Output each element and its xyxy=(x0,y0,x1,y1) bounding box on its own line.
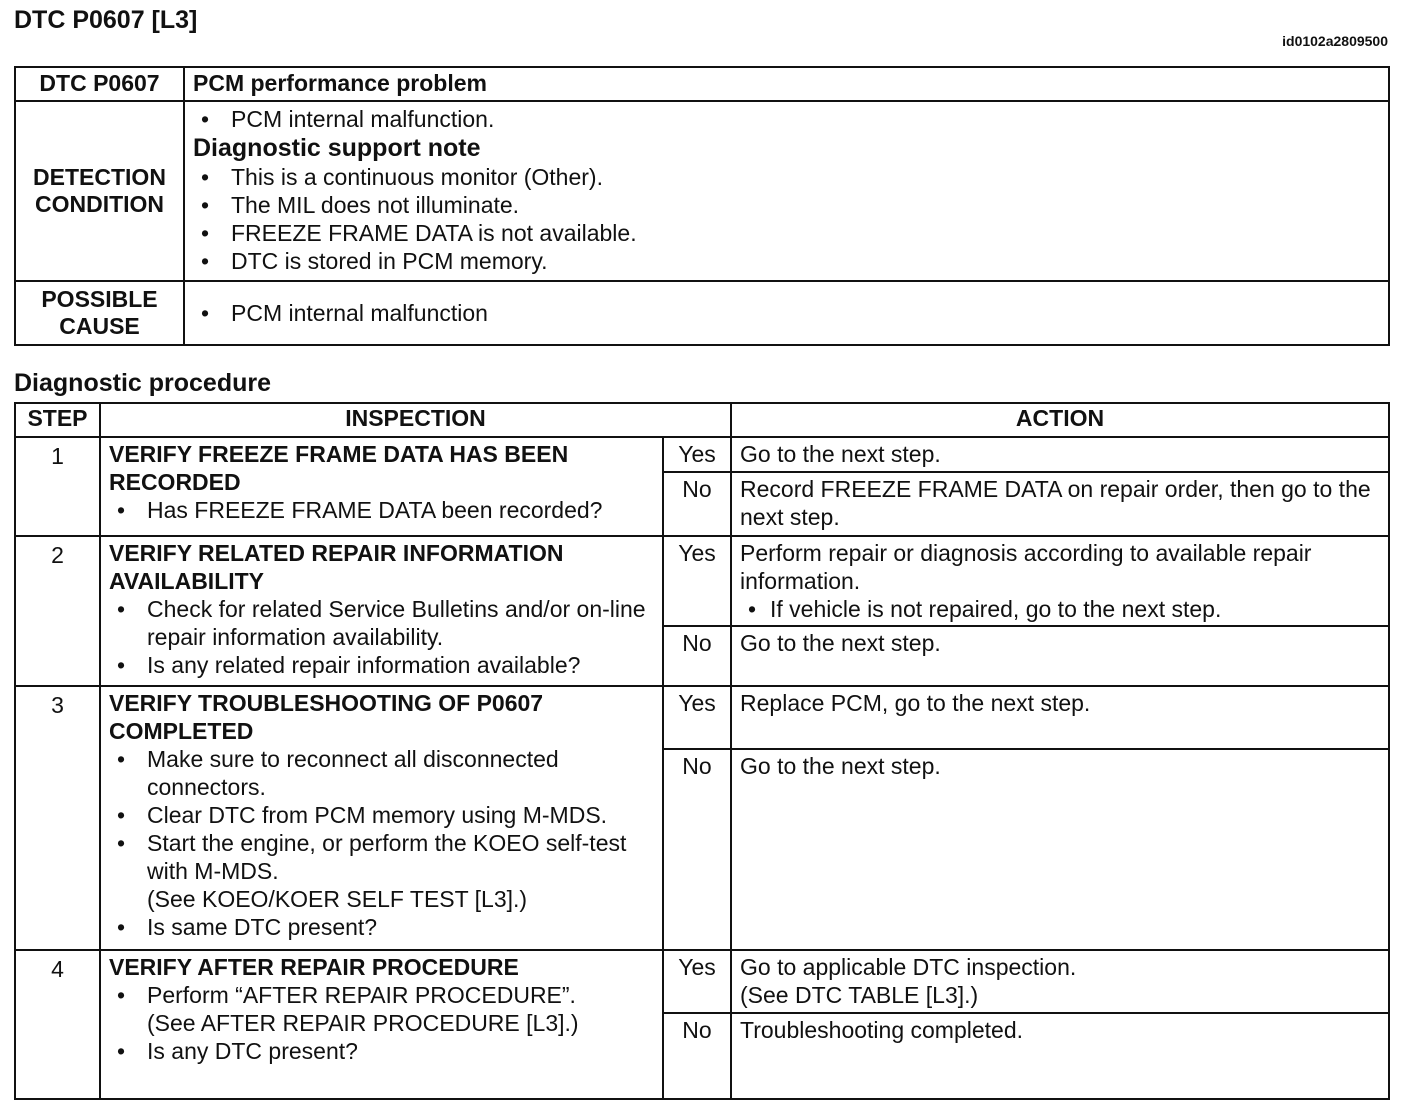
step-2-yes-row xyxy=(15,536,1389,626)
list-item: • This is a continuous monitor (Other). xyxy=(193,163,1380,191)
inspection-title: VERIFY FREEZE FRAME DATA HAS BEEN RECORDED xyxy=(109,441,569,495)
step-header: STEP xyxy=(15,403,100,437)
list-item: • Check for related Service Bulletins and/or on-line repair information availability. xyxy=(109,595,654,651)
dtc-header-row xyxy=(15,67,1389,101)
detection-condition-label: DETECTION CONDITION xyxy=(15,101,184,281)
dtc-code: DTC P0607 xyxy=(15,67,184,101)
list-item: • Is same DTC present? xyxy=(109,913,654,941)
step-3-yes-row xyxy=(15,686,1389,749)
yes-action-cell xyxy=(731,950,1389,1013)
yes-action: Go to applicable DTC inspection. xyxy=(740,954,1077,980)
section-title: Diagnostic procedure xyxy=(14,369,271,397)
detection-condition-row xyxy=(15,101,1389,281)
dtc-description: PCM performance problem xyxy=(184,67,1389,101)
dtc-info-table xyxy=(14,66,1390,346)
list-item: • Start the engine, or perform the KOEO self-test with M-MDS. (See KOEO/KOER SELF TEST [L3].) xyxy=(109,829,654,913)
diagnostic-procedure-table xyxy=(14,402,1390,1100)
list-item: • PCM internal malfunction xyxy=(193,299,1380,327)
no-label: No xyxy=(663,749,731,950)
document-id: id0102a2809500 xyxy=(1282,33,1388,49)
yes-label: Yes xyxy=(663,536,731,626)
list-item: • Is any related repair information available? xyxy=(109,651,654,679)
no-action: Go to the next step. xyxy=(731,626,1389,686)
no-label: No xyxy=(663,1013,731,1099)
no-label: No xyxy=(663,472,731,536)
cross-reference: (See KOEO/KOER SELF TEST [L3].) xyxy=(147,886,528,912)
no-action: Record FREEZE FRAME DATA on repair order, then go to the next step. xyxy=(731,472,1389,536)
page-title: DTC P0607 [L3] xyxy=(14,6,198,34)
yes-action-cell xyxy=(731,536,1389,626)
step-number: 3 xyxy=(15,686,100,950)
step-3-inspection xyxy=(100,686,663,950)
step-number: 1 xyxy=(15,437,100,536)
list-item: • PCM internal malfunction. xyxy=(193,105,1380,133)
cross-reference: (See AFTER REPAIR PROCEDURE [L3].) xyxy=(147,1010,579,1036)
inspection-title: VERIFY AFTER REPAIR PROCEDURE xyxy=(109,954,519,980)
yes-label: Yes xyxy=(663,950,731,1013)
no-action: Troubleshooting completed. xyxy=(731,1013,1389,1099)
no-label: No xyxy=(663,626,731,686)
possible-cause-content xyxy=(184,281,1389,345)
possible-cause-label: POSSIBLE CAUSE xyxy=(15,281,184,345)
yes-action: Perform repair or diagnosis according to available repair information. xyxy=(740,540,1312,594)
list-item: • Has FREEZE FRAME DATA been recorded? xyxy=(109,496,654,524)
support-note-title: Diagnostic support note xyxy=(193,134,481,162)
step-4-inspection xyxy=(100,950,663,1099)
step-number: 2 xyxy=(15,536,100,686)
action-header: ACTION xyxy=(731,403,1389,437)
step-4-yes-row xyxy=(15,950,1389,1013)
list-item: • Clear DTC from PCM memory using M-MDS. xyxy=(109,801,654,829)
list-item: • Make sure to reconnect all disconnected connectors. xyxy=(109,745,654,801)
inspection-title: VERIFY RELATED REPAIR INFORMATION AVAILABILITY xyxy=(109,540,564,594)
inspection-title: VERIFY TROUBLESHOOTING OF P0607 COMPLETED xyxy=(109,690,544,744)
cross-reference: (See DTC TABLE [L3].) xyxy=(740,982,979,1008)
step-2-inspection xyxy=(100,536,663,686)
yes-label: Yes xyxy=(663,686,731,749)
step-number: 4 xyxy=(15,950,100,1099)
list-item: • FREEZE FRAME DATA is not available. xyxy=(193,219,1380,247)
step-1-yes-row xyxy=(15,437,1389,472)
list-item: • Perform “AFTER REPAIR PROCEDURE”. (See AFTER REPAIR PROCEDURE [L3].) xyxy=(109,981,654,1037)
list-item: • Is any DTC present? xyxy=(109,1037,654,1065)
yes-action: Go to the next step. xyxy=(731,437,1389,472)
step-1-inspection xyxy=(100,437,663,536)
detection-condition-content xyxy=(184,101,1389,281)
possible-cause-row xyxy=(15,281,1389,345)
list-item: • The MIL does not illuminate. xyxy=(193,191,1380,219)
yes-label: Yes xyxy=(663,437,731,472)
list-item: • DTC is stored in PCM memory. xyxy=(193,247,1380,275)
no-action: Go to the next step. xyxy=(731,749,1389,950)
inspection-header: INSPECTION xyxy=(100,403,731,437)
list-item: • If vehicle is not repaired, go to the next step. xyxy=(740,595,1380,623)
procedure-header-row xyxy=(15,403,1389,437)
yes-action: Replace PCM, go to the next step. xyxy=(731,686,1389,749)
